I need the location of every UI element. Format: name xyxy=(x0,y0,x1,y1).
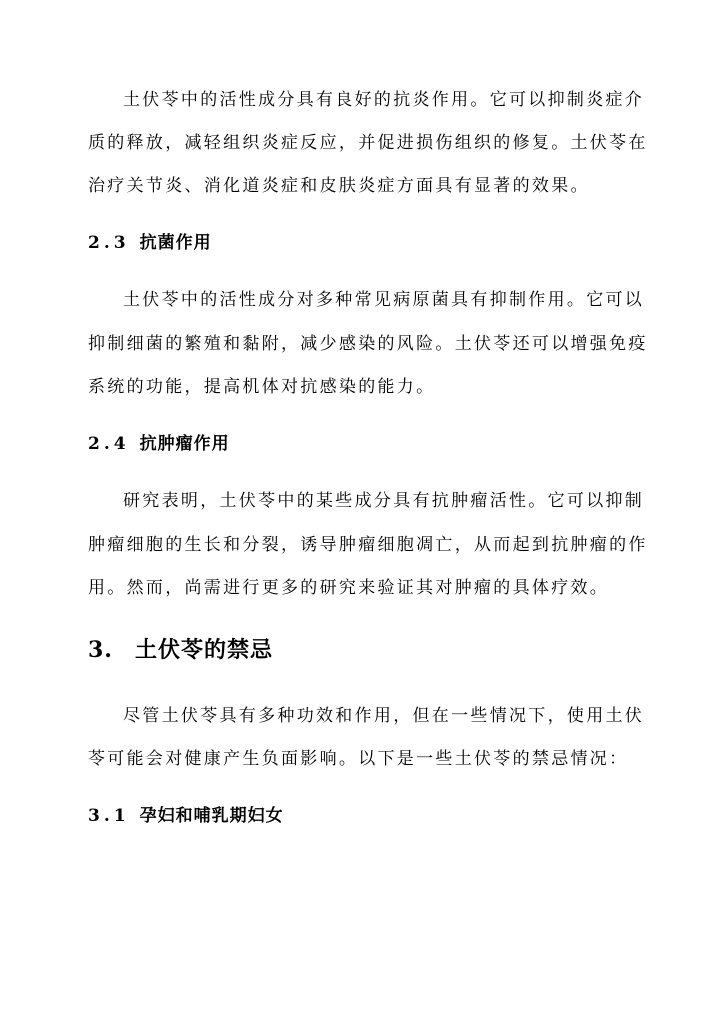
subsection-heading-2-4 xyxy=(88,433,230,455)
paragraph-line: 肿瘤细胞的生长和分裂，诱导肿瘤细胞凋亡，从而起到抗肿瘤的作 xyxy=(88,535,648,555)
heading-number: 2.3 xyxy=(88,233,130,253)
paragraph-line: 用。然而，尚需进行更多的研究来验证其对肿瘤的具体疗效。 xyxy=(88,578,610,598)
paragraph-line: 治疗关节炎、消化道炎症和皮肤炎症方面具有显著的效果。 xyxy=(88,176,590,196)
subsection-heading-2-3 xyxy=(88,232,212,254)
paragraph-line: 质的释放，减轻组织炎症反应，并促进损伤组织的修复。土伏苓在 xyxy=(88,133,648,153)
paragraph-line: 苓可能会对健康产生负面影响。以下是一些土伏苓的禁忌情况： xyxy=(88,749,629,769)
paragraph-line: 研究表明，土伏苓中的某些成分具有抗肿瘤活性。它可以抑制 xyxy=(123,491,645,511)
heading-title: 土伏苓的禁忌 xyxy=(134,637,273,663)
heading-title: 抗肿瘤作用 xyxy=(139,434,230,454)
paragraph-line: 土伏苓中的活性成分具有良好的抗炎作用。它可以抑制炎症介 xyxy=(123,90,645,110)
heading-title: 孕妇和哺乳期妇女 xyxy=(139,806,284,826)
section-heading-3 xyxy=(88,636,273,664)
heading-number: 3.1 xyxy=(88,806,130,826)
paragraph-line: 抑制细菌的繁殖和黏附，减少感染的风险。土伏苓还可以增强免疫 xyxy=(88,334,648,354)
heading-number: 2.4 xyxy=(88,434,130,454)
heading-number: 3. xyxy=(88,637,113,663)
subsection-heading-3-1 xyxy=(88,805,284,827)
heading-title: 抗菌作用 xyxy=(139,233,212,253)
paragraph-line: 土伏苓中的活性成分对多种常见病原菌具有抑制作用。它可以 xyxy=(123,290,645,310)
paragraph-line: 尽管土伏苓具有多种功效和作用，但在一些情况下，使用土伏 xyxy=(123,706,645,726)
paragraph-line: 系统的功能，提高机体对抗感染的能力。 xyxy=(88,377,436,397)
